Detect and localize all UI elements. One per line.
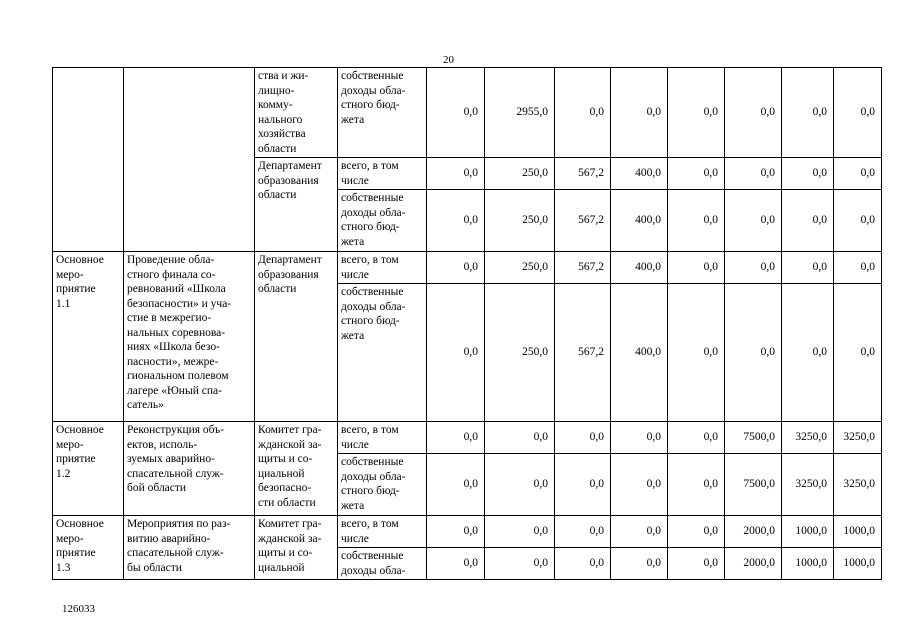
value-cell: 400,0	[611, 252, 668, 284]
event-code-cell	[53, 68, 124, 252]
value-cell: 567,2	[555, 252, 611, 284]
event-code-cell: Основное меро- приятие 1.2	[53, 422, 124, 516]
value-cell: 0,0	[782, 68, 834, 158]
value-cell: 0,0	[834, 158, 882, 190]
value-cell: 3250,0	[782, 422, 834, 454]
funding-source-cell: собственные доходы обла-	[338, 548, 427, 580]
value-cell: 0,0	[427, 454, 485, 516]
value-cell: 0,0	[427, 548, 485, 580]
value-cell: 567,2	[555, 284, 611, 422]
value-cell: 0,0	[555, 68, 611, 158]
value-cell: 0,0	[834, 68, 882, 158]
value-cell: 0,0	[782, 252, 834, 284]
executor-cell: Комитет гра- жданской за- щиты и со- циальной безопасно- сти области	[255, 422, 338, 516]
value-cell: 0,0	[427, 516, 485, 548]
value-cell: 0,0	[668, 516, 725, 548]
value-cell: 0,0	[555, 454, 611, 516]
value-cell: 0,0	[668, 68, 725, 158]
value-cell: 567,2	[555, 190, 611, 252]
value-cell: 0,0	[668, 454, 725, 516]
event-name-cell: Проведение обла- стного финала со- ревнований «Школа безопасности» и уча- стие в межрегио- нальных соревнова- ниях «Школа безо- пасности», межре- гиональном полевом лагере «Юный спа- сатель»	[124, 252, 255, 422]
event-code-cell: Основное меро- приятие 1.1	[53, 252, 124, 422]
value-cell: 250,0	[485, 190, 555, 252]
table-row	[53, 422, 882, 454]
value-cell: 0,0	[834, 190, 882, 252]
funding-source-cell: собственные доходы обла- стного бюд- жета	[338, 454, 427, 516]
value-cell: 250,0	[485, 284, 555, 422]
value-cell: 400,0	[611, 190, 668, 252]
executor-cell: ства и жи- лищно- комму- нального хозяйства области	[255, 68, 338, 158]
funding-source-cell: собственные доходы обла- стного бюд- жета	[338, 284, 427, 422]
value-cell: 250,0	[485, 158, 555, 190]
value-cell: 0,0	[725, 190, 782, 252]
value-cell: 0,0	[725, 252, 782, 284]
value-cell: 0,0	[611, 548, 668, 580]
table-row	[53, 68, 882, 158]
value-cell: 0,0	[611, 422, 668, 454]
value-cell: 0,0	[427, 158, 485, 190]
value-cell: 0,0	[834, 252, 882, 284]
value-cell: 2000,0	[725, 548, 782, 580]
value-cell: 0,0	[611, 454, 668, 516]
funding-source-cell: всего, в том числе	[338, 422, 427, 454]
value-cell: 0,0	[725, 158, 782, 190]
value-cell: 0,0	[725, 284, 782, 422]
value-cell: 250,0	[485, 252, 555, 284]
value-cell: 3250,0	[834, 422, 882, 454]
value-cell: 0,0	[427, 190, 485, 252]
value-cell: 0,0	[485, 422, 555, 454]
value-cell: 0,0	[782, 190, 834, 252]
value-cell: 3250,0	[782, 454, 834, 516]
value-cell: 0,0	[668, 548, 725, 580]
value-cell: 0,0	[427, 68, 485, 158]
funding-source-cell: собственные доходы обла- стного бюд- жета	[338, 68, 427, 158]
value-cell: 0,0	[668, 252, 725, 284]
value-cell: 0,0	[782, 158, 834, 190]
budget-table	[52, 67, 882, 580]
value-cell: 0,0	[834, 284, 882, 422]
value-cell: 0,0	[427, 252, 485, 284]
value-cell: 1000,0	[834, 516, 882, 548]
value-cell: 0,0	[555, 422, 611, 454]
table-row	[53, 252, 882, 284]
value-cell: 2000,0	[725, 516, 782, 548]
event-name-cell: Реконструкция объ- ектов, исполь- зуемых аварийно- спасательной служ- бой области	[124, 422, 255, 516]
value-cell: 400,0	[611, 284, 668, 422]
value-cell: 0,0	[427, 422, 485, 454]
value-cell: 1000,0	[782, 548, 834, 580]
value-cell: 0,0	[555, 516, 611, 548]
value-cell: 400,0	[611, 158, 668, 190]
value-cell: 0,0	[485, 454, 555, 516]
funding-source-cell: всего, в том числе	[338, 516, 427, 548]
value-cell: 0,0	[668, 158, 725, 190]
funding-source-cell: всего, в том числе	[338, 252, 427, 284]
page-number: 20	[443, 54, 454, 66]
event-name-cell: Мероприятия по раз- витию аварийно- спасательной служ- бы области	[124, 516, 255, 580]
table-row	[53, 516, 882, 548]
executor-cell: Комитет гра- жданской за- щиты и со- циальной	[255, 516, 338, 580]
event-code-cell: Основное меро- приятие 1.3	[53, 516, 124, 580]
value-cell: 0,0	[555, 548, 611, 580]
funding-source-cell: собственные доходы обла- стного бюд- жета	[338, 190, 427, 252]
value-cell: 1000,0	[834, 548, 882, 580]
value-cell: 0,0	[611, 68, 668, 158]
value-cell: 0,0	[485, 548, 555, 580]
value-cell: 0,0	[611, 516, 668, 548]
value-cell: 0,0	[668, 284, 725, 422]
value-cell: 0,0	[668, 190, 725, 252]
value-cell: 7500,0	[725, 454, 782, 516]
value-cell: 7500,0	[725, 422, 782, 454]
value-cell: 0,0	[668, 422, 725, 454]
executor-cell: Департамент образования области	[255, 252, 338, 422]
value-cell: 0,0	[782, 284, 834, 422]
value-cell: 2955,0	[485, 68, 555, 158]
value-cell: 1000,0	[782, 516, 834, 548]
executor-cell: Департамент образования области	[255, 158, 338, 252]
funding-source-cell: всего, в том числе	[338, 158, 427, 190]
footer-code: 126033	[62, 603, 95, 615]
value-cell: 3250,0	[834, 454, 882, 516]
value-cell: 567,2	[555, 158, 611, 190]
value-cell: 0,0	[427, 284, 485, 422]
value-cell: 0,0	[485, 516, 555, 548]
event-name-cell	[124, 68, 255, 252]
value-cell: 0,0	[725, 68, 782, 158]
